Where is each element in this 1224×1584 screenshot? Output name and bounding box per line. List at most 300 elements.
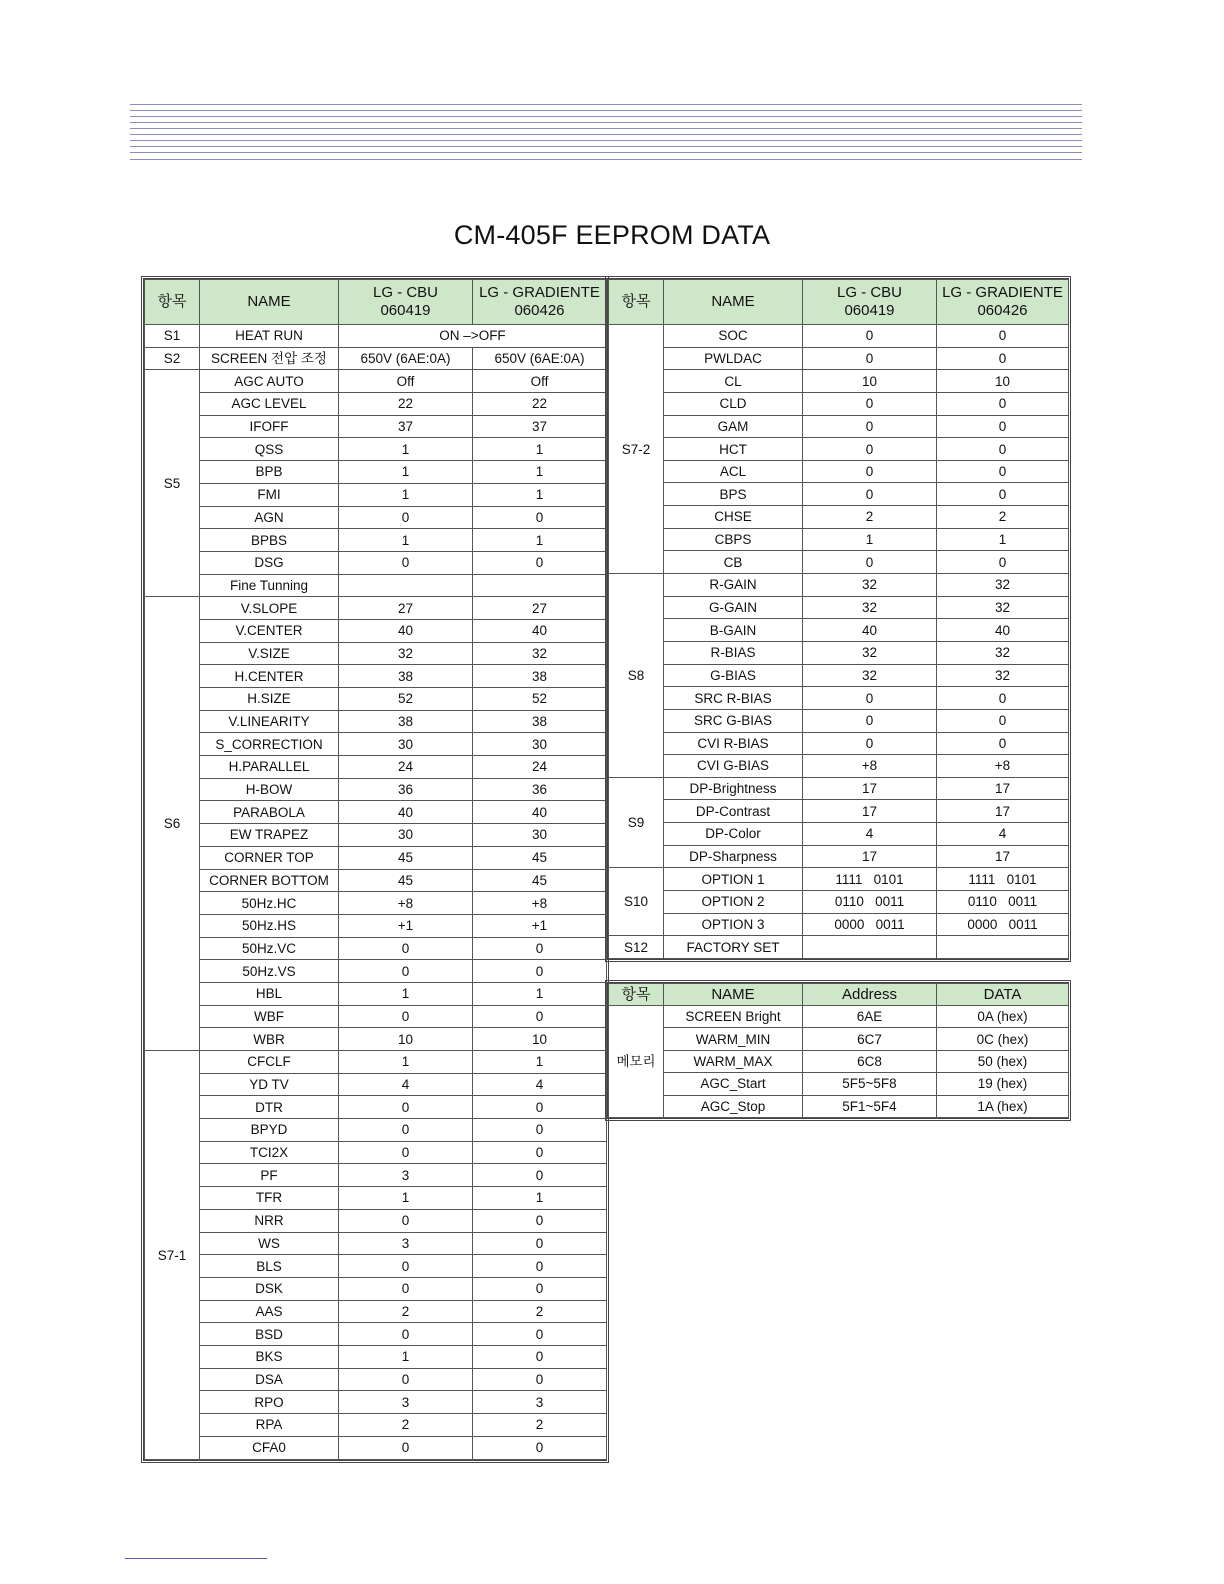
row-grad: 0 bbox=[937, 392, 1069, 415]
row-grad: 0 bbox=[473, 937, 607, 960]
row-cbu: 24 bbox=[339, 756, 473, 779]
row-name: 50Hz.VS bbox=[200, 960, 339, 983]
table-row bbox=[609, 823, 1069, 846]
table-row bbox=[145, 1096, 607, 1119]
row-cbu: 40 bbox=[339, 619, 473, 642]
table-row bbox=[609, 528, 1069, 551]
table-row bbox=[145, 1436, 607, 1459]
row-name: CORNER BOTTOM bbox=[200, 869, 339, 892]
left-eeprom-table bbox=[141, 276, 609, 1463]
row-cbu: 32 bbox=[803, 574, 937, 597]
group-label: S8 bbox=[609, 574, 664, 778]
table-row bbox=[145, 325, 607, 348]
row-address: 6C8 bbox=[803, 1050, 937, 1072]
row-cbu: 38 bbox=[339, 710, 473, 733]
row-grad: 3 bbox=[473, 1391, 607, 1414]
row-grad: 0 bbox=[473, 960, 607, 983]
row-cbu: 0 bbox=[803, 347, 937, 370]
row-name: V.SLOPE bbox=[200, 597, 339, 620]
row-name: OPTION 1 bbox=[664, 868, 803, 891]
table-row bbox=[145, 347, 607, 370]
table-row bbox=[609, 438, 1069, 461]
row-name: BPB bbox=[200, 461, 339, 484]
table-row bbox=[145, 960, 607, 983]
table-row bbox=[145, 1414, 607, 1437]
row-grad: 22 bbox=[473, 393, 607, 416]
row-cbu: 17 bbox=[803, 800, 937, 823]
row-cbu: 0 bbox=[339, 1277, 473, 1300]
row-address: 5F1~5F4 bbox=[803, 1095, 937, 1117]
table-row bbox=[145, 1005, 607, 1028]
table-row bbox=[609, 347, 1069, 370]
row-grad: 40 bbox=[473, 619, 607, 642]
table-row bbox=[609, 1006, 1069, 1028]
row-grad: 0 bbox=[937, 732, 1069, 755]
row-grad: 1111 0101 bbox=[937, 868, 1069, 891]
row-grad: 10 bbox=[473, 1028, 607, 1051]
header-item: 항목 bbox=[609, 280, 664, 325]
row-grad: 1 bbox=[473, 1187, 607, 1210]
table-row bbox=[145, 1119, 607, 1142]
row-cbu: 32 bbox=[803, 664, 937, 687]
row-cbu: 0 bbox=[803, 392, 937, 415]
row-name: SCREEN Bright bbox=[664, 1006, 803, 1028]
table-row bbox=[145, 1255, 607, 1278]
table-row bbox=[609, 1028, 1069, 1050]
table-row bbox=[145, 801, 607, 824]
row-grad: 0 bbox=[473, 1368, 607, 1391]
row-name: 50Hz.HS bbox=[200, 914, 339, 937]
row-cbu: 3 bbox=[339, 1164, 473, 1187]
row-name: RPA bbox=[200, 1414, 339, 1437]
table-row bbox=[609, 370, 1069, 393]
row-cbu: 32 bbox=[803, 596, 937, 619]
row-grad: 32 bbox=[937, 641, 1069, 664]
group-label: S7-2 bbox=[609, 325, 664, 574]
row-cbu: 30 bbox=[339, 824, 473, 847]
row-cbu: 1111 0101 bbox=[803, 868, 937, 891]
row-name: NRR bbox=[200, 1209, 339, 1232]
row-cbu: 45 bbox=[339, 869, 473, 892]
row-name: DP-Color bbox=[664, 823, 803, 846]
row-grad bbox=[473, 574, 607, 597]
table-header-row bbox=[145, 280, 607, 325]
header-gradiente: LG - GRADIENTE 060426 bbox=[937, 280, 1069, 325]
row-name: 50Hz.HC bbox=[200, 892, 339, 915]
row-grad: 1 bbox=[473, 529, 607, 552]
row-grad: 0 bbox=[473, 506, 607, 529]
row-grad: 1 bbox=[937, 528, 1069, 551]
row-name: DP-Contrast bbox=[664, 800, 803, 823]
row-cbu: 2 bbox=[339, 1300, 473, 1323]
table-row bbox=[609, 483, 1069, 506]
row-cbu: +8 bbox=[339, 892, 473, 915]
table-row bbox=[609, 596, 1069, 619]
row-cbu: 3 bbox=[339, 1232, 473, 1255]
row-cbu: 17 bbox=[803, 777, 937, 800]
row-cbu: 0 bbox=[339, 551, 473, 574]
row-grad: 0 bbox=[937, 483, 1069, 506]
table-row bbox=[609, 709, 1069, 732]
table-row bbox=[609, 777, 1069, 800]
row-cbu: 0 bbox=[339, 1368, 473, 1391]
table-row bbox=[609, 664, 1069, 687]
row-name: DTR bbox=[200, 1096, 339, 1119]
row-name: BPBS bbox=[200, 529, 339, 552]
table-row bbox=[145, 551, 607, 574]
row-name: AAS bbox=[200, 1300, 339, 1323]
row-name: SCREEN 전압 조정 bbox=[200, 347, 339, 370]
row-name: CBPS bbox=[664, 528, 803, 551]
row-name: DSA bbox=[200, 1368, 339, 1391]
right-eeprom-table bbox=[605, 276, 1071, 962]
row-cbu: Off bbox=[339, 370, 473, 393]
row-name: HEAT RUN bbox=[200, 325, 339, 348]
row-name: G-GAIN bbox=[664, 596, 803, 619]
table-row bbox=[609, 732, 1069, 755]
row-grad: 1 bbox=[473, 1051, 607, 1074]
row-grad: 0 bbox=[937, 347, 1069, 370]
row-name: SRC R-BIAS bbox=[664, 687, 803, 710]
table-row bbox=[145, 982, 607, 1005]
row-cbu: 1 bbox=[339, 438, 473, 461]
table-row bbox=[145, 1164, 607, 1187]
table-row bbox=[609, 392, 1069, 415]
row-name: DSG bbox=[200, 551, 339, 574]
table-row bbox=[609, 460, 1069, 483]
row-name: CORNER TOP bbox=[200, 846, 339, 869]
row-name: PF bbox=[200, 1164, 339, 1187]
row-cbu: 1 bbox=[803, 528, 937, 551]
group-label: S1 bbox=[145, 325, 200, 348]
row-grad: +8 bbox=[937, 755, 1069, 778]
row-grad: 0 bbox=[473, 1323, 607, 1346]
row-cbu: 0 bbox=[803, 483, 937, 506]
row-cbu: 0 bbox=[803, 732, 937, 755]
table-row bbox=[609, 800, 1069, 823]
row-name: BKS bbox=[200, 1345, 339, 1368]
row-grad: 0 bbox=[937, 709, 1069, 732]
row-name: IFOFF bbox=[200, 415, 339, 438]
table-row bbox=[609, 1050, 1069, 1072]
row-cbu: 40 bbox=[803, 619, 937, 642]
row-grad: 36 bbox=[473, 778, 607, 801]
table-row bbox=[609, 1073, 1069, 1095]
header-name: NAME bbox=[664, 280, 803, 325]
row-grad: 0 bbox=[937, 551, 1069, 574]
table-row bbox=[145, 665, 607, 688]
row-cbu: 0 bbox=[339, 960, 473, 983]
table-row bbox=[145, 642, 607, 665]
table-row bbox=[609, 936, 1069, 959]
row-name: OPTION 2 bbox=[664, 891, 803, 914]
row-name: V.SIZE bbox=[200, 642, 339, 665]
row-grad: 4 bbox=[473, 1073, 607, 1096]
row-name: BPS bbox=[664, 483, 803, 506]
table-row bbox=[145, 914, 607, 937]
table-row bbox=[145, 574, 607, 597]
row-grad: 1 bbox=[473, 483, 607, 506]
header-data: DATA bbox=[937, 984, 1069, 1006]
row-cbu: +1 bbox=[339, 914, 473, 937]
row-grad: 30 bbox=[473, 733, 607, 756]
row-grad: 27 bbox=[473, 597, 607, 620]
table-row bbox=[145, 1051, 607, 1074]
row-cbu: 17 bbox=[803, 845, 937, 868]
row-name: ACL bbox=[664, 460, 803, 483]
row-name: RPO bbox=[200, 1391, 339, 1414]
table-row bbox=[145, 461, 607, 484]
row-grad: 4 bbox=[937, 823, 1069, 846]
row-grad: 0 bbox=[937, 325, 1069, 348]
header-cbu: LG - CBU 060419 bbox=[803, 280, 937, 325]
row-cbu: 0 bbox=[803, 709, 937, 732]
row-cbu bbox=[339, 574, 473, 597]
header-item: 항목 bbox=[145, 280, 200, 325]
header-name: NAME bbox=[200, 280, 339, 325]
row-name: AGN bbox=[200, 506, 339, 529]
row-cbu: +8 bbox=[803, 755, 937, 778]
row-name: WBR bbox=[200, 1028, 339, 1051]
row-grad: 0 bbox=[937, 438, 1069, 461]
table-row bbox=[609, 506, 1069, 529]
row-grad: 0 bbox=[473, 1209, 607, 1232]
table-row bbox=[609, 755, 1069, 778]
table-row bbox=[145, 710, 607, 733]
table-row bbox=[145, 619, 607, 642]
row-name: Fine Tunning bbox=[200, 574, 339, 597]
row-name: AGC AUTO bbox=[200, 370, 339, 393]
row-grad: 17 bbox=[937, 800, 1069, 823]
row-cbu: 1 bbox=[339, 483, 473, 506]
row-grad: 10 bbox=[937, 370, 1069, 393]
row-cbu: 10 bbox=[803, 370, 937, 393]
footer-rule bbox=[125, 1558, 267, 1559]
table-row bbox=[145, 529, 607, 552]
table-row bbox=[145, 415, 607, 438]
row-cbu: 0 bbox=[803, 415, 937, 438]
group-label: S7-1 bbox=[145, 1051, 200, 1460]
row-name: R-BIAS bbox=[664, 641, 803, 664]
row-name: CL bbox=[664, 370, 803, 393]
group-label: S12 bbox=[609, 936, 664, 959]
table-row bbox=[145, 1345, 607, 1368]
table-row bbox=[609, 551, 1069, 574]
row-name: DSK bbox=[200, 1277, 339, 1300]
row-value: ON –>OFF bbox=[339, 325, 607, 348]
row-grad: +1 bbox=[473, 914, 607, 937]
table-row bbox=[145, 1323, 607, 1346]
row-name: B-GAIN bbox=[664, 619, 803, 642]
row-cbu: 0 bbox=[339, 506, 473, 529]
group-label: S6 bbox=[145, 597, 200, 1051]
row-cbu: 0 bbox=[803, 687, 937, 710]
row-cbu: 1 bbox=[339, 461, 473, 484]
row-name: PWLDAC bbox=[664, 347, 803, 370]
row-grad: 32 bbox=[937, 596, 1069, 619]
header-name: NAME bbox=[664, 984, 803, 1006]
row-name: CFA0 bbox=[200, 1436, 339, 1459]
row-name: FMI bbox=[200, 483, 339, 506]
row-cbu: 1 bbox=[339, 982, 473, 1005]
row-name: YD TV bbox=[200, 1073, 339, 1096]
row-grad: 32 bbox=[937, 574, 1069, 597]
row-name: TCI2X bbox=[200, 1141, 339, 1164]
row-cbu: 0 bbox=[803, 438, 937, 461]
row-name: BSD bbox=[200, 1323, 339, 1346]
row-grad: 2 bbox=[473, 1300, 607, 1323]
header-gradiente: LG - GRADIENTE 060426 bbox=[473, 280, 607, 325]
row-name: HBL bbox=[200, 982, 339, 1005]
row-gradiente: 650V (6AE:0A) bbox=[473, 347, 607, 370]
row-grad: 0 bbox=[473, 1436, 607, 1459]
table-row bbox=[145, 1368, 607, 1391]
table-row bbox=[145, 438, 607, 461]
row-grad: 38 bbox=[473, 665, 607, 688]
row-grad bbox=[937, 936, 1069, 959]
row-grad: 40 bbox=[473, 801, 607, 824]
row-name: V.CENTER bbox=[200, 619, 339, 642]
row-data: 19 (hex) bbox=[937, 1073, 1069, 1095]
row-grad: 45 bbox=[473, 846, 607, 869]
table-row bbox=[609, 641, 1069, 664]
row-cbu: 0 bbox=[339, 1436, 473, 1459]
row-cbu: 0 bbox=[339, 937, 473, 960]
group-label: 메모리 bbox=[609, 1006, 664, 1118]
group-label: S10 bbox=[609, 868, 664, 936]
row-cbu: 1 bbox=[339, 1345, 473, 1368]
row-name: WARM_MAX bbox=[664, 1050, 803, 1072]
table-row bbox=[609, 1095, 1069, 1117]
row-data: 0C (hex) bbox=[937, 1028, 1069, 1050]
table-row bbox=[145, 1209, 607, 1232]
row-name: AGC_Stop bbox=[664, 1095, 803, 1117]
row-cbu: 0 bbox=[339, 1141, 473, 1164]
row-cbu: 0 bbox=[339, 1255, 473, 1278]
row-cbu: 10 bbox=[339, 1028, 473, 1051]
row-name: TFR bbox=[200, 1187, 339, 1210]
row-grad: 0 bbox=[473, 1345, 607, 1368]
row-cbu: 0 bbox=[339, 1005, 473, 1028]
row-cbu: 52 bbox=[339, 688, 473, 711]
table-row bbox=[145, 370, 607, 393]
row-grad: 0 bbox=[937, 687, 1069, 710]
table-row bbox=[609, 325, 1069, 348]
row-name: R-GAIN bbox=[664, 574, 803, 597]
row-name: WBF bbox=[200, 1005, 339, 1028]
row-name: CLD bbox=[664, 392, 803, 415]
table-row bbox=[145, 1028, 607, 1051]
header-cbu: LG - CBU 060419 bbox=[339, 280, 473, 325]
row-name: H.SIZE bbox=[200, 688, 339, 711]
table-row bbox=[145, 778, 607, 801]
table-header-row bbox=[609, 280, 1069, 325]
header-item: 항목 bbox=[609, 984, 664, 1006]
table-row bbox=[145, 824, 607, 847]
row-name: BLS bbox=[200, 1255, 339, 1278]
row-grad: 0 bbox=[473, 1277, 607, 1300]
row-cbu: 38 bbox=[339, 665, 473, 688]
row-cbu: 27 bbox=[339, 597, 473, 620]
table-row bbox=[145, 937, 607, 960]
row-grad: 32 bbox=[937, 664, 1069, 687]
row-name: CHSE bbox=[664, 506, 803, 529]
row-cbu: 0110 0011 bbox=[803, 891, 937, 914]
row-cbu: 0 bbox=[339, 1323, 473, 1346]
table-row bbox=[145, 1232, 607, 1255]
row-grad: 24 bbox=[473, 756, 607, 779]
row-grad: 1 bbox=[473, 982, 607, 1005]
row-name: G-BIAS bbox=[664, 664, 803, 687]
table-row bbox=[145, 1277, 607, 1300]
table-row bbox=[145, 1141, 607, 1164]
row-cbu: 0 bbox=[803, 551, 937, 574]
row-grad: 2 bbox=[473, 1414, 607, 1437]
row-cbu: 36 bbox=[339, 778, 473, 801]
row-name: 50Hz.VC bbox=[200, 937, 339, 960]
row-name: WS bbox=[200, 1232, 339, 1255]
row-name: GAM bbox=[664, 415, 803, 438]
row-name: HCT bbox=[664, 438, 803, 461]
row-grad: 0 bbox=[473, 551, 607, 574]
row-cbu: 0000 0011 bbox=[803, 913, 937, 936]
row-grad: 45 bbox=[473, 869, 607, 892]
row-data: 1A (hex) bbox=[937, 1095, 1069, 1117]
row-grad: 17 bbox=[937, 777, 1069, 800]
row-name: WARM_MIN bbox=[664, 1028, 803, 1050]
table-row bbox=[145, 688, 607, 711]
row-grad: 2 bbox=[937, 506, 1069, 529]
row-grad: 0 bbox=[937, 460, 1069, 483]
row-grad: 40 bbox=[937, 619, 1069, 642]
row-grad: 38 bbox=[473, 710, 607, 733]
row-name: CB bbox=[664, 551, 803, 574]
table-row bbox=[609, 891, 1069, 914]
row-grad: 0 bbox=[473, 1141, 607, 1164]
row-name: EW TRAPEZ bbox=[200, 824, 339, 847]
row-grad: 1 bbox=[473, 438, 607, 461]
table-row bbox=[145, 1073, 607, 1096]
row-cbu: 0 bbox=[339, 1096, 473, 1119]
table-row bbox=[145, 733, 607, 756]
row-grad: 0 bbox=[473, 1005, 607, 1028]
row-data: 0A (hex) bbox=[937, 1006, 1069, 1028]
table-row bbox=[609, 415, 1069, 438]
table-row bbox=[145, 1300, 607, 1323]
row-address: 6AE bbox=[803, 1006, 937, 1028]
row-cbu: 30 bbox=[339, 733, 473, 756]
table-row bbox=[609, 913, 1069, 936]
row-name: FACTORY SET bbox=[664, 936, 803, 959]
row-address: 6C7 bbox=[803, 1028, 937, 1050]
row-name: H.PARALLEL bbox=[200, 756, 339, 779]
row-grad: +8 bbox=[473, 892, 607, 915]
header-rule-band bbox=[130, 104, 1082, 162]
row-cbu bbox=[803, 936, 937, 959]
row-grad: 30 bbox=[473, 824, 607, 847]
table-row bbox=[609, 574, 1069, 597]
memory-address-table bbox=[605, 980, 1071, 1121]
table-row bbox=[145, 756, 607, 779]
row-cbu: 45 bbox=[339, 846, 473, 869]
row-data: 50 (hex) bbox=[937, 1050, 1069, 1072]
row-address: 5F5~5F8 bbox=[803, 1073, 937, 1095]
row-name: DP-Sharpness bbox=[664, 845, 803, 868]
row-name: CVI G-BIAS bbox=[664, 755, 803, 778]
row-cbu: 40 bbox=[339, 801, 473, 824]
row-name: DP-Brightness bbox=[664, 777, 803, 800]
row-cbu: 1 bbox=[339, 1051, 473, 1074]
